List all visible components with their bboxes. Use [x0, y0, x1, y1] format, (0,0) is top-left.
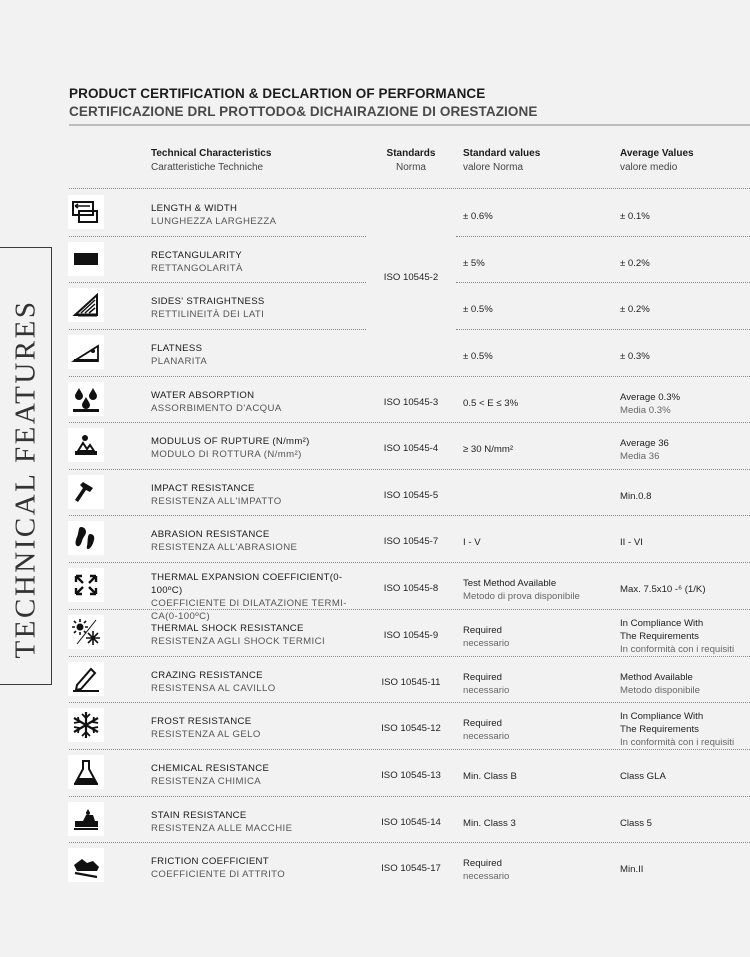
- standard-value-text: Required: [463, 672, 502, 683]
- feature-name: [151, 249, 371, 275]
- row-divider: [456, 282, 750, 283]
- standard-value-text: ≥ 30 N/mm²: [463, 444, 514, 455]
- feature-standard-value: [463, 817, 516, 830]
- feature-name-it: ASSORBIMENTO D'ACQUA: [151, 403, 282, 414]
- feature-average-value: [620, 671, 700, 697]
- feature-standard-value: [463, 397, 518, 410]
- feature-name: [151, 202, 371, 228]
- header-standard-values-it: valore Norma: [463, 162, 524, 173]
- feature-name-en: THERMAL SHOCK RESISTANCE: [151, 623, 304, 634]
- feature-name-en: LENGTH & WIDTH: [151, 203, 238, 214]
- row-divider: [69, 376, 750, 377]
- feature-name-en: WATER ABSORPTION: [151, 390, 255, 401]
- header-divider: [69, 188, 750, 189]
- feature-standard-value: [463, 257, 485, 270]
- feature-name-it: RESISTENSA AL CAVILLO: [151, 683, 276, 694]
- row-divider: [69, 236, 366, 237]
- standard-value-text: ± 0.5%: [463, 351, 493, 362]
- hammer-icon: [68, 475, 104, 509]
- standard-value-text: Min. Class B: [463, 771, 517, 782]
- feature-name: [151, 669, 371, 695]
- standard-value-it: necessario: [463, 685, 510, 696]
- footprints-icon: [68, 521, 104, 555]
- feature-name-en: MODULUS OF RUPTURE (N/mm²): [151, 436, 310, 447]
- rectangularity-icon: [68, 242, 104, 276]
- stain-icon: [68, 802, 104, 836]
- row-divider: [69, 469, 750, 470]
- feature-name-en: FLATNESS: [151, 343, 203, 354]
- header-characteristics-label: Technical Characteristics: [151, 148, 272, 159]
- side-label: TECHNICAL FEATURES: [9, 299, 42, 659]
- average-value-it: Media 0.3%: [620, 405, 671, 416]
- feature-standard: ISO 10545-5: [383, 490, 439, 501]
- modulus-rupture-icon: [68, 428, 104, 462]
- standard-value-it: necessario: [463, 731, 510, 742]
- feature-average-value: [620, 303, 650, 316]
- crazing-pen-icon: [68, 662, 104, 696]
- feature-name: [151, 295, 371, 321]
- average-value-text: In Compliance With: [620, 618, 704, 629]
- water-drops-icon: [68, 382, 104, 416]
- average-value-it: Metodo disponibile: [620, 685, 701, 696]
- row-divider: [69, 609, 750, 610]
- row-divider: [456, 329, 750, 330]
- header-standards: [373, 147, 449, 175]
- row-divider: [69, 329, 366, 330]
- feature-name-it: RESISTENZA ALLE MACCHIE: [151, 823, 293, 834]
- standard-value-text: Min. Class 3: [463, 818, 516, 829]
- feature-name-en: SIDES' STRAIGHTNESS: [151, 296, 265, 307]
- feature-name-en: FRICTION COEFFICIENT: [151, 856, 269, 867]
- feature-standard-value: [463, 577, 580, 603]
- average-value-text: ± 0.3%: [620, 351, 650, 362]
- feature-average-value: [620, 817, 652, 830]
- feature-name-it: RESISTENZA CHIMICA: [151, 776, 262, 787]
- feature-name: [151, 809, 371, 835]
- header-standards-label: Standards: [386, 148, 436, 159]
- feature-standard: ISO 10545-4: [383, 443, 439, 454]
- feature-average-value: [620, 437, 669, 463]
- average-value-text: Average 0.3%: [620, 392, 681, 403]
- header-average-values-it: valore medio: [620, 162, 678, 173]
- feature-average-value: [620, 617, 734, 656]
- feature-name-en: CHEMICAL RESISTANCE: [151, 763, 270, 774]
- feature-standard: ISO 10545-14: [381, 817, 441, 828]
- feature-standard-value: [463, 770, 517, 783]
- feature-average-value: [620, 257, 650, 270]
- feature-name-en: THERMAL EXPANSION COEFFICIENT(0-100ºC): [151, 572, 343, 596]
- feature-name: [151, 715, 371, 741]
- page-subtitle: CERTIFICAZIONE DRL PROTTODO& DICHAIRAZIONE DI ORESTAZIONE: [69, 104, 538, 119]
- expansion-arrows-icon: [68, 568, 104, 602]
- average-value-text: ± 0.2%: [620, 258, 650, 269]
- feature-standard-value: [463, 624, 509, 650]
- average-value-text: Min.0.8: [620, 491, 652, 502]
- feature-name: [151, 342, 371, 368]
- header-characteristics-it: Caratteristiche Techniche: [151, 162, 264, 173]
- average-value-text: Class 5: [620, 818, 652, 829]
- average-value-text-2: The Requirements: [620, 631, 699, 642]
- feature-name: [151, 435, 371, 461]
- average-value-text: Method Available: [620, 672, 693, 683]
- feature-name: [151, 571, 371, 623]
- header-characteristics: [151, 147, 271, 175]
- feature-average-value: [620, 490, 651, 503]
- standard-value-text: Required: [463, 718, 502, 729]
- standard-value-text: Test Method Available: [463, 578, 557, 589]
- feature-standard-value: [463, 303, 493, 316]
- header-standard-values: [463, 147, 540, 175]
- feature-name-it: COEFFICIENTE DI ATTRITO: [151, 869, 286, 880]
- feature-name-en: IMPACT RESISTANCE: [151, 483, 255, 494]
- average-value-text: ± 0.1%: [620, 211, 650, 222]
- feature-standard-value: [463, 443, 513, 456]
- feature-name-en: RECTANGULARITY: [151, 250, 242, 261]
- average-value-it: In conformità con i requisiti: [620, 644, 735, 655]
- row-divider: [69, 842, 750, 843]
- standard-value-text: ± 5%: [463, 258, 485, 269]
- row-divider: [69, 749, 750, 750]
- page-title: PRODUCT CERTIFICATION & DECLARTION OF PERFORMANCE: [69, 86, 486, 101]
- row-divider: [69, 282, 366, 283]
- feature-name-it: MODULO DI ROTTURA (N/mm²): [151, 449, 302, 460]
- feature-name-it: RESISTENZA ALL'ABRASIONE: [151, 542, 298, 553]
- feature-average-value: [620, 536, 643, 549]
- row-divider: [69, 656, 750, 657]
- average-value-text: In Compliance With: [620, 711, 704, 722]
- row-divider: [69, 702, 750, 703]
- length-width-icon: [68, 195, 104, 229]
- standard-value-it: necessario: [463, 871, 510, 882]
- feature-name-it: RETTANGOLARITÀ: [151, 263, 243, 274]
- feature-name: [151, 528, 371, 554]
- feature-standard: ISO 10545-11: [381, 677, 441, 688]
- feature-average-value: [620, 583, 706, 596]
- row-divider: [69, 796, 750, 797]
- feature-standard: ISO 10545-7: [383, 536, 439, 547]
- standard-value-it: Metodo di prova disponibile: [463, 591, 580, 602]
- feature-name-en: FROST RESISTANCE: [151, 716, 252, 727]
- feature-average-value: [620, 710, 734, 749]
- header-average-values: [620, 147, 694, 175]
- feature-name-it: RESISTENZA AGLI SHOCK TERMICI: [151, 636, 326, 647]
- feature-average-value: [620, 210, 650, 223]
- sun-snow-icon: [68, 615, 104, 649]
- feature-standard-value: [463, 350, 493, 363]
- standard-value-text: I - V: [463, 537, 481, 548]
- feature-average-value: [620, 350, 650, 363]
- average-value-text: ± 0.2%: [620, 304, 650, 315]
- feature-name-it: PLANARITA: [151, 356, 208, 367]
- standard-value-text: Required: [463, 625, 502, 636]
- feature-average-value: [620, 770, 666, 783]
- feature-standard-value: [463, 536, 481, 549]
- row-divider: [456, 236, 750, 237]
- title-divider: [69, 124, 750, 126]
- average-value-text-2: The Requirements: [620, 724, 699, 735]
- row-divider: [69, 562, 750, 563]
- feature-name: [151, 482, 371, 508]
- feature-name-it: RESISTENZA AL GELO: [151, 729, 261, 740]
- standard-value-text: ± 0.5%: [463, 304, 493, 315]
- feature-name-en: STAIN RESISTANCE: [151, 810, 247, 821]
- standard-value-text: 0.5 < E ≤ 3%: [463, 398, 519, 409]
- row-divider: [69, 515, 750, 516]
- feature-name-it: LUNGHEZZA LARGHEZZA: [151, 216, 277, 227]
- feature-standard-value: [463, 717, 509, 743]
- feature-name: [151, 855, 371, 881]
- feature-standard-value: [463, 857, 509, 883]
- feature-standard-value: [463, 671, 509, 697]
- feature-average-value: [620, 863, 643, 876]
- header-standard-values-label: Standard values: [463, 148, 541, 159]
- header-standards-it: Norma: [395, 162, 426, 173]
- feature-standard: ISO 10545-9: [383, 630, 439, 641]
- feature-standard: ISO 10545-3: [383, 397, 439, 408]
- feature-name-it: RETTILINEITÀ DEI LATI: [151, 309, 265, 320]
- average-value-it: In conformità con i requisiti: [620, 737, 735, 748]
- feature-name: [151, 762, 371, 788]
- average-value-text: Min.II: [620, 864, 644, 875]
- standard-value-text: Required: [463, 858, 502, 869]
- feature-average-value: [620, 391, 680, 417]
- feature-name: [151, 622, 371, 648]
- average-value-text: Average 36: [620, 438, 669, 449]
- shoe-icon: [68, 848, 104, 882]
- shared-standard: ISO 10545-2: [383, 272, 439, 283]
- feature-standard: ISO 10545-17: [381, 863, 441, 874]
- average-value-it: Media 36: [620, 451, 660, 462]
- average-value-text: Class GLA: [620, 771, 666, 782]
- feature-name-en: CRAZING RESISTANCE: [151, 670, 263, 681]
- average-value-text: Max. 7.5x10 -⁶ (1/K): [620, 584, 706, 595]
- standard-value-it: necessario: [463, 638, 510, 649]
- standard-value-text: ± 0.6%: [463, 211, 493, 222]
- flatness-icon: [68, 335, 104, 369]
- flask-icon: [68, 755, 104, 789]
- row-divider: [69, 422, 750, 423]
- feature-name-it: COEFFICIENTE DI DILATAZIONE TERMI-CA(0-100ºC): [151, 598, 347, 622]
- feature-standard: ISO 10545-8: [383, 583, 439, 594]
- feature-standard: ISO 10545-12: [381, 723, 441, 734]
- snowflake-icon: [68, 708, 104, 742]
- feature-name: [151, 389, 371, 415]
- feature-name-it: RESISTENZA ALL'IMPATTO: [151, 496, 282, 507]
- feature-standard-value: [463, 210, 493, 223]
- header-average-values-label: Average Values: [620, 148, 694, 159]
- feature-name-en: ABRASION RESISTANCE: [151, 529, 270, 540]
- average-value-text: II - VI: [620, 537, 643, 548]
- feature-standard: ISO 10545-13: [381, 770, 441, 781]
- sides-straightness-icon: [68, 288, 104, 322]
